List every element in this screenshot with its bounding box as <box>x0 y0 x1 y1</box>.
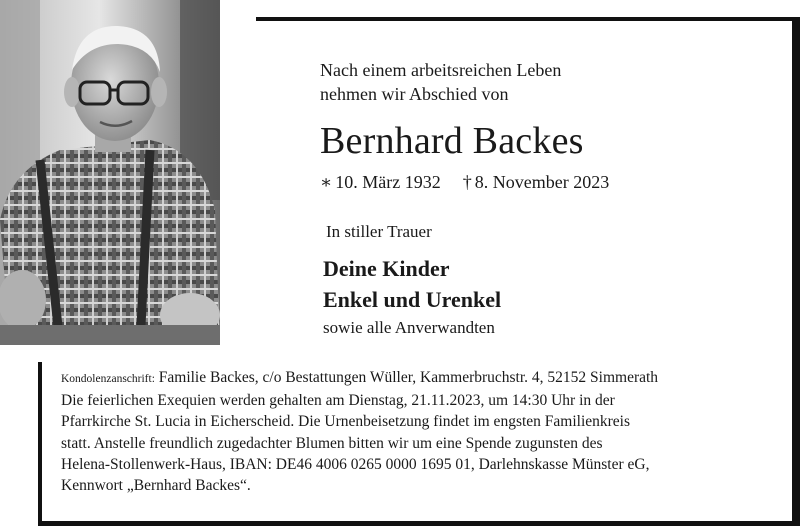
birth-star-icon: ∗ <box>320 172 333 192</box>
info-line: Die feierlichen Exequien werden gehalten am Dienstag, 21.11.2023, um 14:30 Uhr in der <box>61 392 615 410</box>
mourners-grandchildren: Enkel und Urenkel <box>323 287 502 312</box>
intro-line-2: nehmen wir Abschied von <box>320 84 509 104</box>
intro-line-1: Nach einem arbeitsreichen Leben <box>320 60 562 80</box>
info-line: Helena-Stollenwerk-Haus, IBAN: DE46 4006 0265 0000 1695 01, Darlehnskasse Münster eG, <box>61 455 650 473</box>
portrait-photo <box>0 0 220 345</box>
deceased-name: Bernhard Backes <box>320 120 584 162</box>
funeral-info-block <box>61 367 786 496</box>
condolence-label: Kondolenzanschrift: <box>61 373 155 385</box>
mourners-children: Deine Kinder <box>323 256 450 281</box>
mourners-heading: In stiller Trauer <box>326 222 432 241</box>
border-right-rule <box>792 17 800 526</box>
death-date: † 8. November 2023 <box>462 172 610 192</box>
life-dates <box>320 170 609 194</box>
cross-icon: † <box>462 172 472 192</box>
border-top-rule <box>256 17 800 21</box>
info-line: statt. Anstelle freundlich zugedachter Blumen bitten wir um eine Spende zugunsten des <box>61 434 603 452</box>
border-bottom-rule <box>38 521 800 526</box>
condolence-address: Kondolenzanschrift: Familie Backes, c/o Bestattungen Wüller, Kammerbruchstr. 4, 52152 Simmerath <box>61 369 659 386</box>
intro-text <box>320 58 561 106</box>
border-left-rule <box>38 362 42 526</box>
mourners-relatives: sowie alle Anverwandten <box>323 318 495 337</box>
info-line: Pfarrkirche St. Lucia in Eicherscheid. Die Urnenbeisetzung findet im engsten Familienkreis <box>61 413 631 431</box>
birth-date: ∗ 10. März 1932 <box>320 172 441 192</box>
info-line: Kennwort „Bernhard Backes“. <box>61 477 251 495</box>
